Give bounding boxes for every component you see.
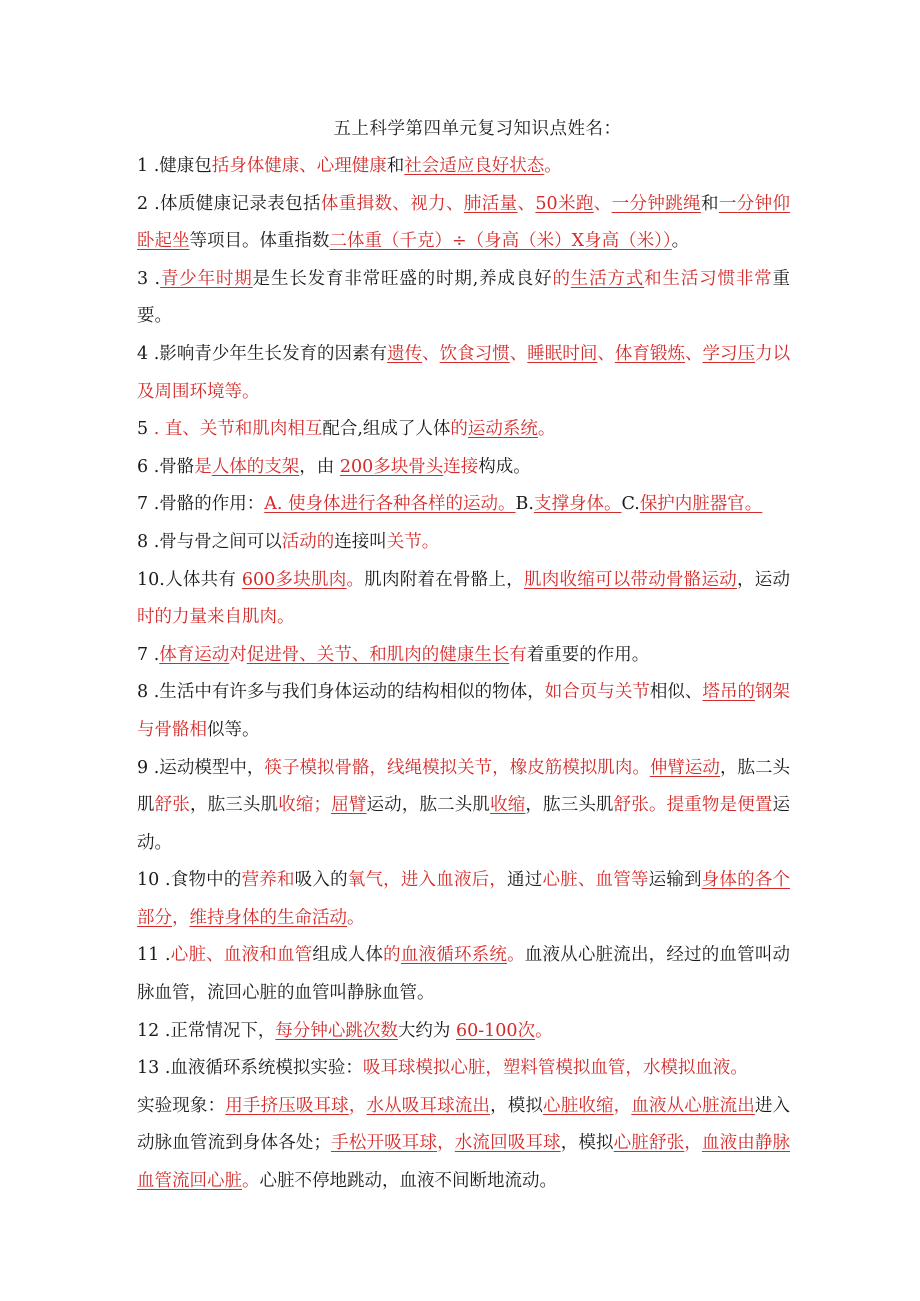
plain-text: ，运动 bbox=[737, 569, 791, 590]
plain-text: 着重要的作用。 bbox=[526, 644, 650, 665]
underlined-answer: 屈臂 bbox=[331, 795, 367, 816]
knowledge-item bbox=[137, 637, 790, 675]
highlighted-text: 力以及周围环境等。 bbox=[137, 343, 791, 402]
highlighted-text: 心脏、血液和血管 bbox=[170, 945, 313, 966]
underlined-answer: 水从吸耳球流出 bbox=[366, 1095, 491, 1116]
underlined-answer: 血液循环系统 bbox=[400, 945, 508, 966]
plain-text: 4 .影响青少年生长发育的因素有 bbox=[137, 343, 388, 364]
knowledge-item bbox=[137, 1050, 790, 1088]
highlighted-text: 吸耳球模拟心脏，塑料管模拟血管，水模拟血液。 bbox=[362, 1058, 748, 1079]
plain-text: 是生长发育非常旺盛的时期,养成良好 bbox=[252, 268, 553, 289]
highlighted-text: 活动的 bbox=[281, 531, 335, 552]
knowledge-item bbox=[137, 411, 790, 449]
plain-text: 运输到 bbox=[648, 870, 702, 891]
knowledge-item bbox=[137, 1088, 790, 1201]
underlined-answer: 600多块肌肉 bbox=[241, 569, 347, 590]
plain-text: 2 .体质健康记录表包括 bbox=[137, 193, 321, 214]
plain-text: 运动。 bbox=[137, 795, 791, 853]
plain-text: ，模拟 bbox=[490, 1095, 544, 1116]
plain-text: 7 . bbox=[137, 644, 160, 665]
highlighted-text: 营养和 bbox=[241, 870, 295, 891]
highlighted-text: ， bbox=[613, 1095, 632, 1116]
underlined-answer: 身体的各个部分 bbox=[137, 870, 791, 928]
highlighted-text: ， bbox=[437, 1133, 455, 1154]
plain-text: 10.人体共有 bbox=[137, 569, 242, 590]
knowledge-item bbox=[137, 674, 790, 749]
underlined-answer: 遗传 bbox=[387, 343, 423, 364]
plain-text: 肌肉附着在骨骼上， bbox=[364, 569, 525, 590]
plain-text: 11 . bbox=[137, 945, 171, 966]
highlighted-text: 关节。 bbox=[386, 531, 440, 552]
highlighted-text: 。 bbox=[535, 1020, 553, 1041]
underlined-answer: 血液由静脉血管流回心脏 bbox=[137, 1133, 791, 1192]
plain-text: ，由 bbox=[299, 456, 340, 477]
plain-text: 3 . bbox=[137, 268, 161, 289]
underlined-answer: 二体重（千克）÷（身高（米）X身高（米）） bbox=[329, 231, 672, 252]
highlighted-text: 括身体健康、心理健康 bbox=[211, 156, 387, 176]
plain-text: B. bbox=[515, 494, 534, 515]
highlighted-text: 时的力量来自肌肉。 bbox=[137, 607, 295, 628]
highlighted-text: ， bbox=[172, 907, 190, 928]
underlined-answer: 每分钟心跳次数 bbox=[275, 1020, 398, 1041]
underlined-answer: 青少年时期 bbox=[160, 268, 253, 289]
underlined-answer: 学习压 bbox=[702, 343, 756, 364]
underlined-answer: 人体的支架 bbox=[211, 456, 300, 477]
underlined-answer: 一分钟跳绳 bbox=[611, 193, 702, 214]
plain-text: 似等。 bbox=[207, 719, 260, 740]
knowledge-item bbox=[137, 862, 790, 937]
highlighted-text: ， bbox=[684, 1133, 702, 1154]
underlined-answer: 心脏舒张 bbox=[613, 1133, 685, 1154]
underlined-answer: 心脏收缩 bbox=[543, 1095, 614, 1116]
underlined-answer: 运动系统 bbox=[467, 419, 538, 440]
plain-text: 12 .正常情况下， bbox=[137, 1020, 276, 1041]
plain-text: 10 .食物中的 bbox=[137, 870, 242, 891]
plain-text: 6 .骨骼 bbox=[137, 456, 195, 477]
underlined-answer: 体育锻炼 bbox=[614, 343, 685, 364]
plain-text: 组成人体 bbox=[312, 945, 384, 966]
knowledge-item bbox=[137, 186, 790, 261]
highlighted-text: 、 bbox=[597, 343, 615, 364]
knowledge-item bbox=[137, 486, 790, 524]
highlighted-text: 舒张 bbox=[154, 795, 190, 816]
knowledge-item bbox=[137, 750, 790, 863]
highlighted-text: 的 bbox=[552, 268, 571, 289]
plain-text: 进入动脉血管流到身体各处； bbox=[137, 1095, 791, 1154]
highlighted-text: ， bbox=[348, 1095, 367, 1116]
highlighted-text: 氧气，进入血液后， bbox=[347, 870, 508, 891]
underlined-answer: 50米跑 bbox=[535, 193, 594, 214]
knowledge-item bbox=[137, 148, 790, 186]
plain-text: 5 bbox=[137, 419, 154, 440]
highlighted-text: 连接 bbox=[443, 456, 479, 477]
highlighted-text: 。 bbox=[537, 419, 556, 440]
highlighted-text: 体重揖数、视力、 bbox=[320, 193, 464, 214]
highlighted-text: 是 bbox=[194, 456, 212, 477]
knowledge-item bbox=[137, 336, 790, 411]
plain-text: 8 .生活中有许多与我们身体运动的结构相似的物体， bbox=[137, 682, 545, 703]
plain-text: 13 .血液循环系统模拟实验： bbox=[137, 1058, 363, 1079]
highlighted-text: 。 bbox=[347, 907, 365, 928]
underlined-answer: 200多块骨头 bbox=[339, 456, 444, 477]
underlined-answer: 手松开吸耳球 bbox=[331, 1133, 438, 1154]
plain-text: 血液从心脏流出，经过的血管叫动脉血管，流回心脏的血管叫静脉血管。 bbox=[137, 945, 791, 1004]
underlined-answer: 收缩 bbox=[490, 795, 526, 816]
plain-text: ，肱三头肌 bbox=[189, 795, 279, 816]
plain-text: 和 bbox=[386, 156, 405, 176]
underlined-answer: 支撑身体。 bbox=[533, 494, 622, 515]
underlined-answer: 一分钟仰卧起坐 bbox=[137, 193, 791, 252]
underlined-answer: 用手挤压吸耳球 bbox=[225, 1095, 349, 1116]
plain-text: 通过 bbox=[507, 870, 543, 891]
highlighted-text: 。 bbox=[346, 569, 365, 590]
highlighted-text: 的 bbox=[450, 419, 468, 440]
plain-text: 运动，肱二头肌 bbox=[366, 795, 491, 816]
highlighted-text: . 直、关节和肌肉相互 bbox=[153, 419, 323, 440]
underlined-answer: 睡眠时间 bbox=[527, 343, 598, 364]
plain-text: 和 bbox=[701, 193, 719, 214]
highlighted-text: 如合页与关节 bbox=[544, 682, 650, 703]
underlined-answer: 水流回吸耳球 bbox=[454, 1133, 561, 1154]
plain-text: 8 .骨与骨之间可以 bbox=[137, 531, 282, 552]
highlighted-text: 、 bbox=[422, 343, 440, 364]
highlighted-text: 的 bbox=[383, 945, 401, 966]
highlighted-text: 舒张。提重物是便置 bbox=[613, 795, 773, 816]
underlined-answer: 维持身体的生命活动 bbox=[189, 907, 347, 928]
highlighted-text: 。 bbox=[242, 1171, 260, 1192]
knowledge-item bbox=[137, 449, 790, 487]
knowledge-list bbox=[137, 148, 790, 1201]
plain-text: 连接叫 bbox=[334, 531, 387, 552]
underlined-answer: 血液从心脏流出 bbox=[631, 1095, 755, 1116]
knowledge-item bbox=[137, 1013, 790, 1051]
highlighted-text: 有 bbox=[509, 644, 527, 665]
plain-text: 配合,组成了人体 bbox=[322, 419, 451, 440]
highlighted-text: 对 bbox=[229, 644, 247, 665]
plain-text: ，肱三头肌 bbox=[525, 795, 614, 816]
plain-text: 大约为 bbox=[397, 1020, 456, 1041]
plain-text: 7 .骨骼的作用： bbox=[137, 494, 265, 515]
highlighted-text: 。 bbox=[507, 945, 525, 966]
underlined-answer: 生活方式 bbox=[570, 268, 645, 289]
underlined-answer: 体育运动 bbox=[159, 644, 230, 665]
knowledge-item bbox=[137, 524, 790, 562]
plain-text: 1 .健康包 bbox=[137, 156, 212, 176]
plain-text: C. bbox=[621, 494, 640, 515]
highlighted-text: 和生活习惯非常 bbox=[644, 268, 773, 289]
plain-text: 重要。 bbox=[137, 268, 791, 327]
highlighted-text: 、 bbox=[684, 343, 703, 364]
knowledge-item bbox=[137, 261, 790, 336]
plain-text: 构成。 bbox=[478, 456, 531, 477]
highlighted-text: 钢架与骨骼相 bbox=[137, 682, 791, 740]
underlined-answer: A. 使身体进行各种各样的运动。 bbox=[264, 494, 516, 515]
highlighted-text: 、 bbox=[509, 343, 528, 364]
highlighted-text: 收缩； bbox=[278, 795, 332, 816]
plain-text: ，肱二头肌 bbox=[137, 757, 791, 816]
plain-text: ，模拟 bbox=[560, 1133, 614, 1154]
plain-text: 9 .运动模型中， bbox=[137, 757, 265, 778]
plain-text: 。 bbox=[671, 231, 690, 252]
plain-text: 等项目。体重指数 bbox=[189, 231, 330, 252]
underlined-answer: 社会适应良好状态 bbox=[404, 156, 545, 176]
plain-text: 实验现象： bbox=[137, 1095, 226, 1116]
highlighted-text: 、 bbox=[593, 193, 612, 214]
knowledge-item bbox=[137, 937, 790, 1012]
plain-text: 相似、 bbox=[649, 682, 703, 703]
highlighted-text: 、 bbox=[517, 193, 536, 214]
highlighted-text: 。 bbox=[544, 156, 562, 176]
knowledge-item bbox=[137, 562, 790, 637]
plain-text: 吸入的 bbox=[294, 870, 348, 891]
underlined-answer: 伸臂运动 bbox=[649, 757, 720, 778]
underlined-answer: 饮食习惯 bbox=[439, 343, 510, 364]
highlighted-text: 筷子模拟骨骼，线绳模拟关节，橡皮筋模拟肌肉。 bbox=[264, 757, 650, 778]
underlined-answer: 肺活量 bbox=[463, 193, 518, 214]
underlined-answer: 塔吊的 bbox=[702, 682, 755, 703]
highlighted-text: 心脏、血管等 bbox=[542, 870, 649, 891]
underlined-answer: 保护内脏器官。 bbox=[639, 494, 763, 515]
underlined-answer: 促进骨、关节、和肌肉的健康生长 bbox=[246, 644, 510, 665]
underlined-answer: 肌肉收缩可以带动骨骼运动 bbox=[524, 569, 738, 590]
plain-text: 心脏不停地跳动，血液不间断地流动。 bbox=[259, 1171, 557, 1192]
underlined-answer: 60-100次 bbox=[455, 1020, 536, 1041]
page-title: 五上科学第四单元复习知识点姓名： bbox=[333, 119, 622, 139]
